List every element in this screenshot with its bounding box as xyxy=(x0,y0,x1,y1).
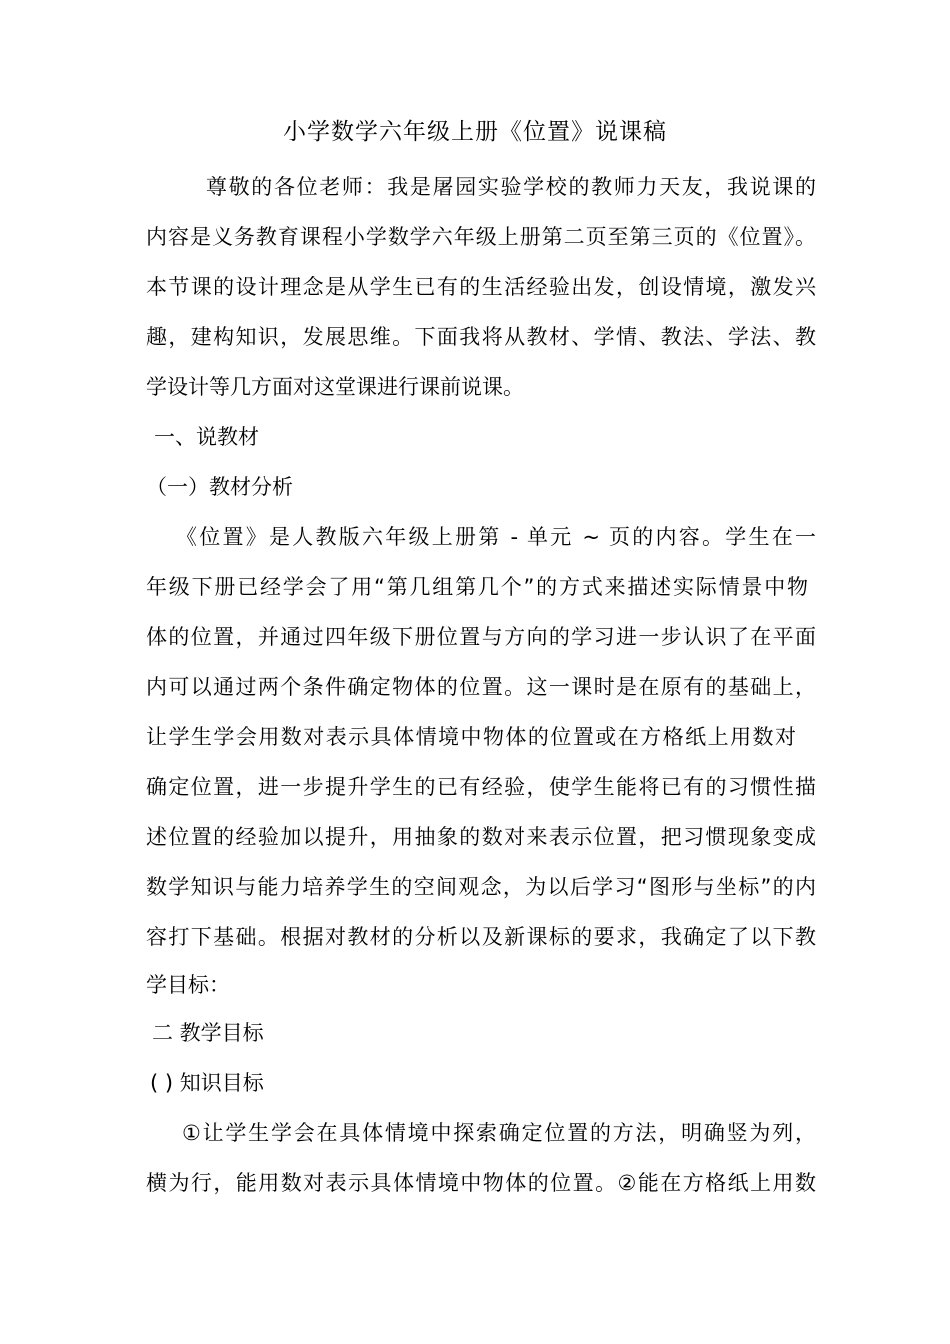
intro-line-4: 趣，建构知识，发展思维。下面我将从教材、学情、教法、学法、教 xyxy=(146,325,816,349)
analysis-line-10: 学目标： xyxy=(146,973,230,997)
intro-line-1: 尊敬的各位老师：我是屠园实验学校的教师力天友，我说课的 xyxy=(206,175,816,199)
intro-line-2: 内容是义务教育课程小学数学六年级上册第二页至第三页的《位置》。 xyxy=(146,225,816,249)
analysis-line-5: 让学生学会用数对表示具体情境中物体的位置或在方格纸上用数对 xyxy=(146,725,796,749)
subsection-heading-knowledge-goals: ( ) 知识目标 xyxy=(150,1071,264,1095)
analysis-line-3: 体的位置，并通过四年级下册位置与方向的学习进一步认识了在平面 xyxy=(146,625,816,649)
intro-line-5: 学设计等几方面对这堂课进行课前说课。 xyxy=(146,375,524,399)
analysis-line-7: 述位置的经验加以提升，用抽象的数对来表示位置，把习惯现象变成 xyxy=(146,825,816,849)
section-heading-teaching-goals: 二 教学目标 xyxy=(152,1021,264,1045)
analysis-line-4: 内可以通过两个条件确定物体的位置。这一课时是在原有的基础上， xyxy=(146,675,816,699)
document-title: 小学数学六年级上册《位置》说课稿 xyxy=(283,119,667,145)
analysis-line-6: 确定位置，进一步提升学生的已有经验，使学生能将已有的习惯性描 xyxy=(146,775,816,799)
analysis-line-8: 数学知识与能力培养学生的空间观念，为以后学习“图形与坐标”的内 xyxy=(146,875,816,899)
subsection-heading-material-analysis: （一）教材分析 xyxy=(146,475,293,499)
analysis-line-2: 年级下册已经学会了用“第几组第几个”的方式来描述实际情景中物 xyxy=(146,575,808,599)
analysis-line-1: 《位置》是人教版六年级上册第 - 单元 ~ 页的内容。学生在一 xyxy=(176,525,816,549)
analysis-line-9: 容打下基础。根据对教材的分析以及新课标的要求，我确定了以下教 xyxy=(146,925,816,949)
goal-line-2: 横为行，能用数对表示具体情境中物体的位置。②能在方格纸上用数 xyxy=(146,1171,816,1195)
goal-line-1: ①让学生学会在具体情境中探索确定位置的方法，明确竖为列， xyxy=(182,1121,816,1145)
section-heading-teaching-material: 一、说教材 xyxy=(154,425,259,449)
intro-line-3: 本节课的设计理念是从学生已有的生活经验出发，创设情境，激发兴 xyxy=(146,275,816,299)
